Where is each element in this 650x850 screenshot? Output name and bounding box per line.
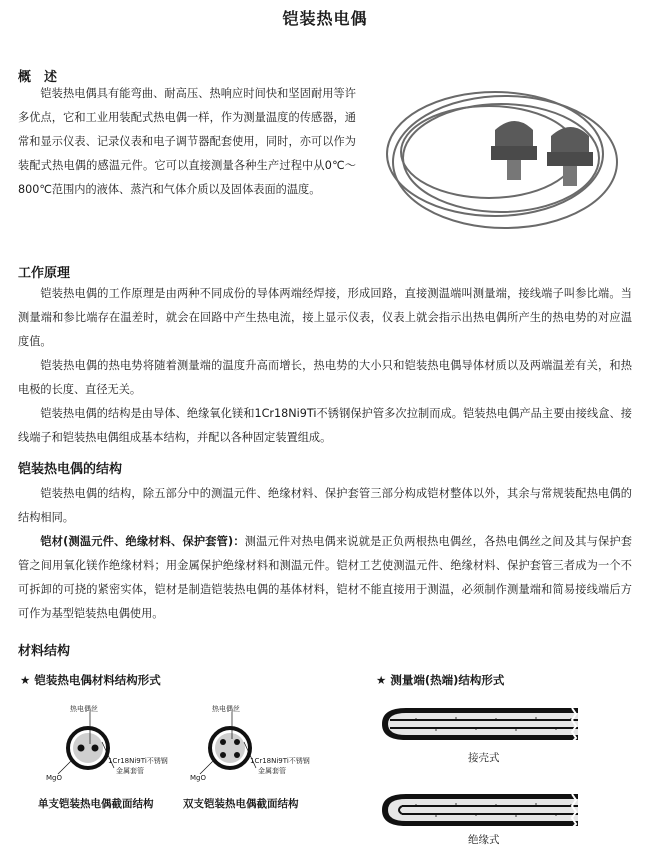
single-cross-section-diagram [50, 706, 170, 784]
page-title: 铠装热电偶 [282, 9, 368, 28]
double-caption: 双支铠装热电偶截面结构 [183, 798, 299, 810]
thermocouple-photo [375, 72, 625, 232]
structure-heading: 铠装热电偶的结构 [18, 462, 123, 477]
grounded-caption: 接壳式 [468, 752, 500, 764]
materials-heading: 材料结构 [18, 644, 71, 659]
principle-paragraph-3: 铠装热电偶的结构是由导体、绝缘氧化镁和1Cr18Ni9Ti不锈钢保护管多次拉制而成。铠装热电偶产品主要由接线盒、接线端子和铠装热电偶组成基本结构，并配以各种固定装置组成。 [18, 407, 632, 444]
principle-heading: 工作原理 [18, 266, 71, 281]
overview-heading: 概 述 [18, 70, 58, 85]
single-label-sheath-2: 金属套管 [116, 767, 144, 775]
structure-rest: 测温元件对热电偶来说就是正负两根热电偶丝，各热电偶丝之间及其与保护套管之间用氧化镁作绝缘材料；用金属保护绝缘材料和测温元件。铠材工艺使测温元件、绝缘材料、保护套管三者成为一个不可拆卸的可挠的紧密实体，铠材是制造铠装热电偶的基体材料，铠材不能直接用于测温，必须制作测量端和简易接线端后方可作为基型铠装热电偶使用。 [18, 535, 632, 620]
structure-lead: 铠材(测温元件、绝缘材料、保护套管)： [40, 535, 245, 548]
right-diagram-title: ★ 测量端(热端)结构形式 [376, 673, 505, 687]
principle-paragraph-1: 铠装热电偶的工作原理是由两种不同成份的导体两端经焊接，形成回路，直接测温端叫测量端，接线端子叫参比端。当测量端和参比端存在温差时，就会在回路中产生热电流，接上显示仪表，仪表上就会指示出热电偶所产生的热电势的对应温度值。 [18, 287, 632, 348]
double-cross-section-diagram [190, 706, 310, 784]
principle-paragraph-2: 铠装热电偶的热电势将随着测量端的温度升高而增长，热电势的大小只和铠装热电偶导体材质以及两端温差有关，和热电极的长度、直径无关。 [18, 359, 632, 396]
structure-paragraph-2 [18, 530, 632, 626]
double-label-wire: 热电偶丝 [212, 705, 240, 713]
grounded-tip-diagram [376, 704, 586, 744]
overview-text: 铠装热电偶具有能弯曲、耐高压、热响应时间快和坚固耐用等许多优点，它和工业用装配式热电偶一样，作为测量温度的传感器，通常和显示仪表、记录仪表和电子调节器配套使用，同时，亦可以作为装配式热电偶的感温元件。它可以直接测量各种生产过程中从0℃～800℃范围内的液体、蒸汽和气体介质以及固体表面的温度。 [18, 87, 356, 196]
structure-paragraph-1: 铠装热电偶的结构，除五部分中的测温元件、绝缘材料、保护套管三部分构成铠材整体以外，其余与常规装配热电偶的结构相同。 [18, 487, 632, 524]
insulated-caption: 绝缘式 [468, 834, 500, 846]
insulated-tip-diagram [376, 790, 586, 830]
double-label-mgo: MgO [190, 774, 206, 782]
left-diagram-title: ★ 铠装热电偶材料结构形式 [20, 673, 161, 687]
double-label-sheath-1: 1Cr18Ni9Ti不锈钢 [250, 757, 310, 765]
double-label-sheath-2: 金属套管 [258, 767, 286, 775]
single-label-wire: 热电偶丝 [70, 705, 98, 713]
single-label-sheath-1: 1Cr18Ni9Ti不锈钢 [108, 757, 168, 765]
single-caption: 单支铠装热电偶截面结构 [38, 798, 154, 810]
single-label-mgo: MgO [46, 774, 62, 782]
